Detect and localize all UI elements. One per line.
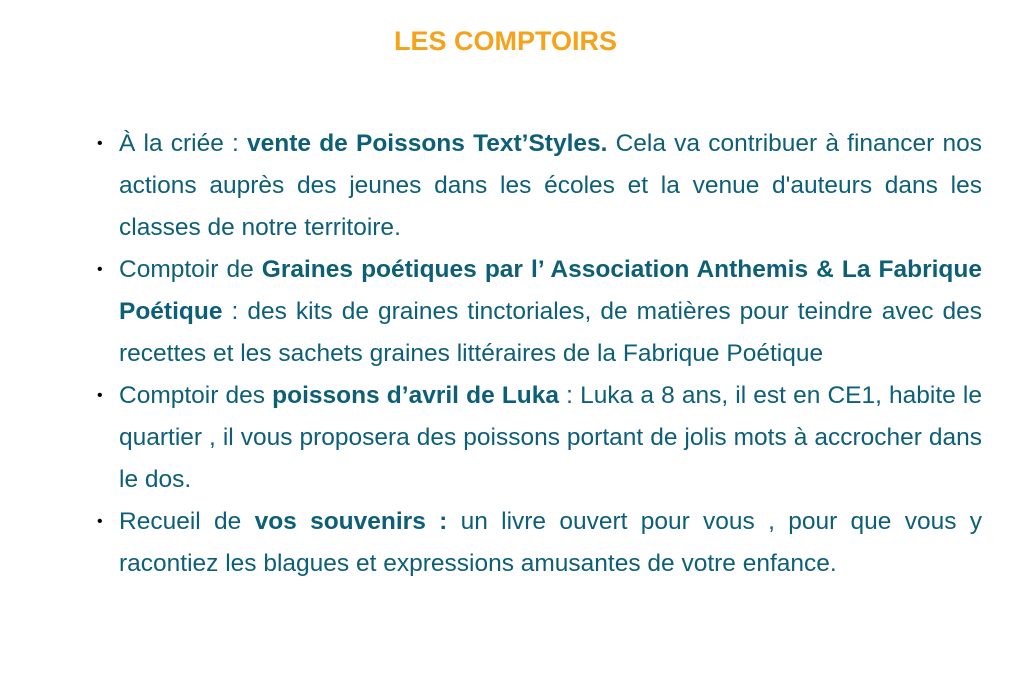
item-description: : des kits de graines tinctoriales, de matières pour teindre avec des recettes et les sachets graines littéraires de la Fabrique Poétique [119,298,982,367]
list-item-poissons-avril [0,375,982,501]
item-description: : Luka a 8 ans, il est en CE1, habite le quartier , il vous proposera des poissons portant de jolis mots à accrocher dans le dos. [119,382,982,493]
list-item-souvenirs [0,501,982,585]
comptoirs-list [0,123,982,585]
list-item-criee [0,123,982,249]
item-intro: Comptoir de [119,256,262,283]
item-description: un livre ouvert pour vous , pour que vous y racontiez les blagues et expressions amusantes de votre enfance. [119,508,983,577]
page-title: LES COMPTOIRS [393,26,618,56]
item-highlight: Graines poétiques par l’ Association Anthemis & La Fabrique Poétique [119,256,982,325]
bullet-icon: • [97,135,103,152]
item-description: Cela va contribuer à financer nos actions auprès des jeunes dans les écoles et la venue d'auteurs dans les classes de notre territoire. [119,130,982,241]
item-intro: À la criée : [119,130,248,157]
item-highlight: vente de Poissons Text’Styles. [247,130,608,157]
item-intro: Comptoir des [119,382,273,409]
bullet-icon: • [97,513,103,530]
item-highlight: vos souvenirs : [254,508,448,535]
item-intro: Recueil de [119,508,255,535]
list-item-graines [0,249,982,375]
bullet-icon: • [97,261,103,278]
item-highlight: poissons d’avril de Luka [272,382,560,409]
bullet-icon: • [97,387,103,404]
